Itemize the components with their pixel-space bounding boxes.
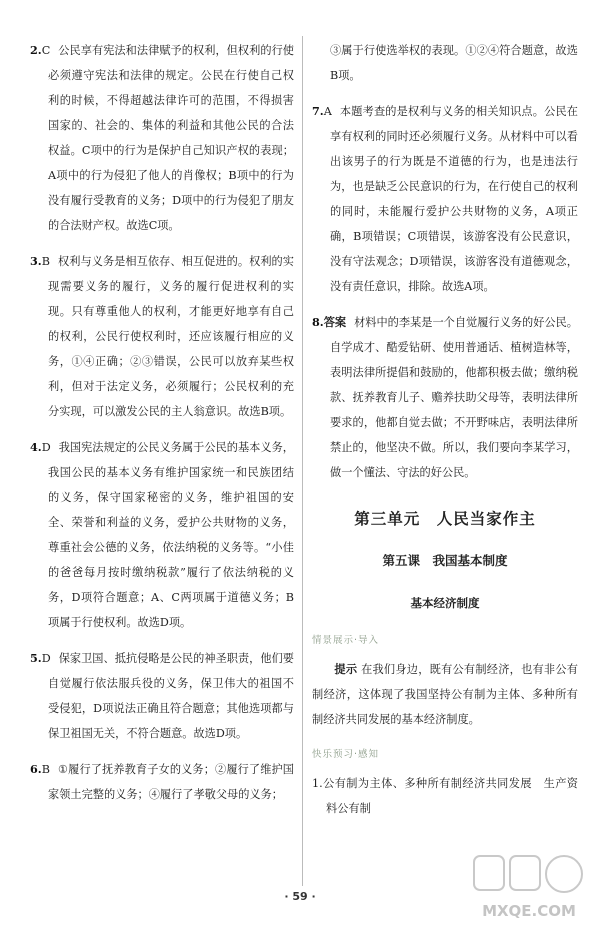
answer-text: 公民享有宪法和法律赋予的权利，但权利的行使必须遵守宪法和法律的规定。公民在行使自己权利的时候，不得超越法律许可的范围，不得损害国家的、社会的、集体的利益和其他公民的合法权益。C项中的行为是保护自己知识产权的表现；A项中的行为侵犯了他人的肖像权；B项中的行为没有履行受教育的义务；D项中的行为侵犯了朋友的合法财产权。故选C项。	[48, 44, 294, 232]
column-divider	[302, 36, 303, 886]
page-number: · 59 ·	[284, 890, 316, 903]
answer-text: 材料中的李某是一个自觉履行义务的好公民。自学成才、酷爱钻研、使用普通话、植树造林等，表明法律所提倡和鼓励的，他都积极去做；缴纳税款、抚养教育儿子、赡养扶助父母等，表明法律所要求的，他都自觉去做；不开野味店，表明法律所禁止的，他坚决不做。所以，我们要向李某学习，做一个懂法、守法的好公民。	[330, 316, 578, 479]
answer-6-continued	[312, 38, 578, 88]
answer-6	[30, 757, 294, 807]
answer-letter: A	[323, 105, 332, 118]
answer-letter: D	[41, 652, 51, 665]
watermark-text: MXQE.COM	[482, 902, 576, 920]
left-column	[30, 38, 294, 818]
answer-2	[30, 38, 294, 238]
answer-3	[30, 249, 294, 424]
section-tag-intro: 情景展示·导入	[312, 635, 380, 646]
question-number: 6.	[30, 762, 42, 776]
right-column	[312, 38, 578, 821]
question-number: 3.	[30, 254, 42, 268]
question-number: 4.	[30, 440, 42, 454]
section-tag-preview: 快乐预习·感知	[312, 749, 380, 760]
preview-item-1: 1.公有制为主体、多种所有制经济共同发展 生产资料公有制	[312, 777, 578, 815]
answer-letter: B	[41, 763, 50, 776]
answer-8	[312, 310, 578, 485]
answer-text: 保家卫国、抵抗侵略是公民的神圣职责，他们要自觉履行依法服兵役的义务，保卫伟大的祖国不受侵犯，D项说法正确且符合题意；其他选项都与保卫祖国无关，不符合题意。故选D项。	[48, 652, 294, 740]
question-number: 7.	[312, 104, 324, 118]
question-number: 2.	[30, 43, 42, 57]
answer-letter: B	[41, 255, 50, 268]
tip-label: 提示	[334, 662, 358, 676]
section-title: 基本经济制度	[410, 596, 480, 610]
answer-5	[30, 646, 294, 746]
tip-paragraph	[312, 657, 578, 732]
unit-title: 第三单元 人民当家作主	[354, 510, 536, 528]
question-number: 5.	[30, 651, 42, 665]
answer-text: ①履行了抚养教育子女的义务；②履行了维护国家领土完整的义务；④履行了孝敬父母的义务；	[48, 763, 294, 801]
answer-letter: D	[41, 441, 51, 454]
answer-text: 我国宪法规定的公民义务属于公民的基本义务，我国公民的基本义务有维护国家统一和民族团结的义务，保守国家秘密的义务，维护祖国的安全、荣誉和利益的义务，爱护公共财物的义务，尊重社会公德的义务，依法纳税的义务等。“小佳的爸爸每月按时缴纳税款”履行了依法纳税的义务，D项符合题意；A、C两项属于道德义务；B项属于行使权利。故选D项。	[48, 441, 294, 629]
answer-label: 答案	[323, 315, 347, 329]
answer-text: 权利与义务是相互依存、相互促进的。权利的实现需要义务的履行，义务的履行促进权利的实现。只有尊重他人的权利，才能更好地享有自己的权利，公民行使权利时，还应该履行相应的义务，①④正确；②③错误，公民可以放弃某些权利，但对于法定义务，必须履行；公民权利的充分实现，可以激发公民的主人翁意识。故选B项。	[48, 255, 294, 418]
lesson-title: 第五课 我国基本制度	[382, 553, 508, 568]
answer-7	[312, 99, 578, 299]
answer-text: 本题考查的是权利与义务的相关知识点。公民在享有权利的同时还必须履行义务。从材料中可以看出该男子的行为既是不道德的行为，也是违法行为，也是缺乏公民意识的行为，在行使自己的权利的同时，未能履行爱护公共财物的义务，A项正确，B项错误；C项错误，该游客没有公民意识，没有守法观念；D项错误，该游客没有道德观念，没有责任意识，排除。故选A项。	[330, 105, 578, 293]
tip-text: 在我们身边，既有公有制经济，也有非公有制经济，这体现了我国坚持公有制为主体、多种所有制经济共同发展的基本经济制度。	[312, 663, 578, 726]
question-number: 8.	[312, 315, 324, 329]
answer-letter: C	[41, 44, 51, 57]
answer-text: ③属于行使选举权的表现。①②④符合题意，故选B项。	[330, 44, 578, 82]
answer-4	[30, 435, 294, 635]
watermark-logo	[470, 850, 588, 924]
